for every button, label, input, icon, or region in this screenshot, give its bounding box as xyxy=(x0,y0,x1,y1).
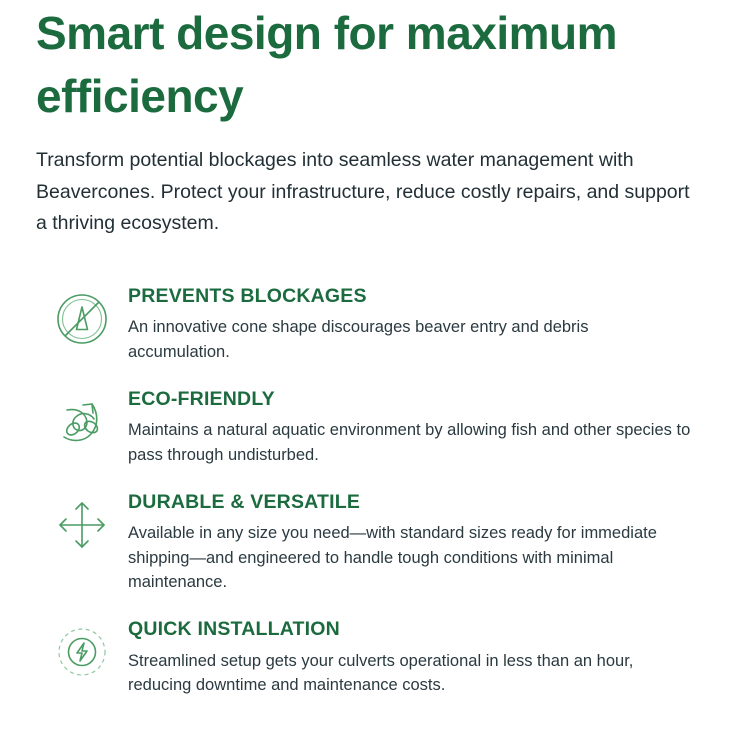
feature-description: Streamlined setup gets your culverts operational in less than an hour, reducing downtime and maintenance costs. xyxy=(128,651,634,695)
four-way-arrows-resize-icon xyxy=(36,490,128,556)
feature-text-block xyxy=(128,617,702,698)
feature-item-durable-versatile xyxy=(36,490,702,596)
page-subheading: Transform potential blockages into seamless water management with Beavercones. Protect your infrastructure, reduce costly repairs, and support a thriving ecosystem. xyxy=(36,149,690,235)
no-blockage-cone-icon xyxy=(36,284,128,350)
feature-title: ECO-FRIENDLY xyxy=(128,387,275,410)
page-title: Smart design for maximum efficiency xyxy=(36,7,618,122)
feature-description: Maintains a natural aquatic environment by allowing fish and other species to pass through undisturbed. xyxy=(128,421,691,464)
feature-item-quick-installation xyxy=(36,617,702,698)
feature-description: An innovative cone shape discourages beaver entry and debris accumulation. xyxy=(128,318,589,361)
feature-title: DURABLE & VERSATILE xyxy=(128,490,361,513)
feature-title: PREVENTS BLOCKAGES xyxy=(128,284,367,307)
feature-text-block xyxy=(128,387,702,468)
feature-item-prevents-blockages xyxy=(36,284,702,365)
feature-text-block xyxy=(128,490,702,596)
feature-text-block xyxy=(128,284,702,365)
feature-list xyxy=(36,284,702,698)
feature-item-eco-friendly xyxy=(36,387,702,468)
feature-description: Available in any size you need—with standard sizes ready for immediate shipping—and engineered to handle tough conditions with minimal maintenance. xyxy=(128,523,657,592)
feature-title: QUICK INSTALLATION xyxy=(128,618,340,641)
lightning-bolt-gear-icon xyxy=(36,617,128,683)
eco-leaves-recycle-icon xyxy=(36,387,128,453)
